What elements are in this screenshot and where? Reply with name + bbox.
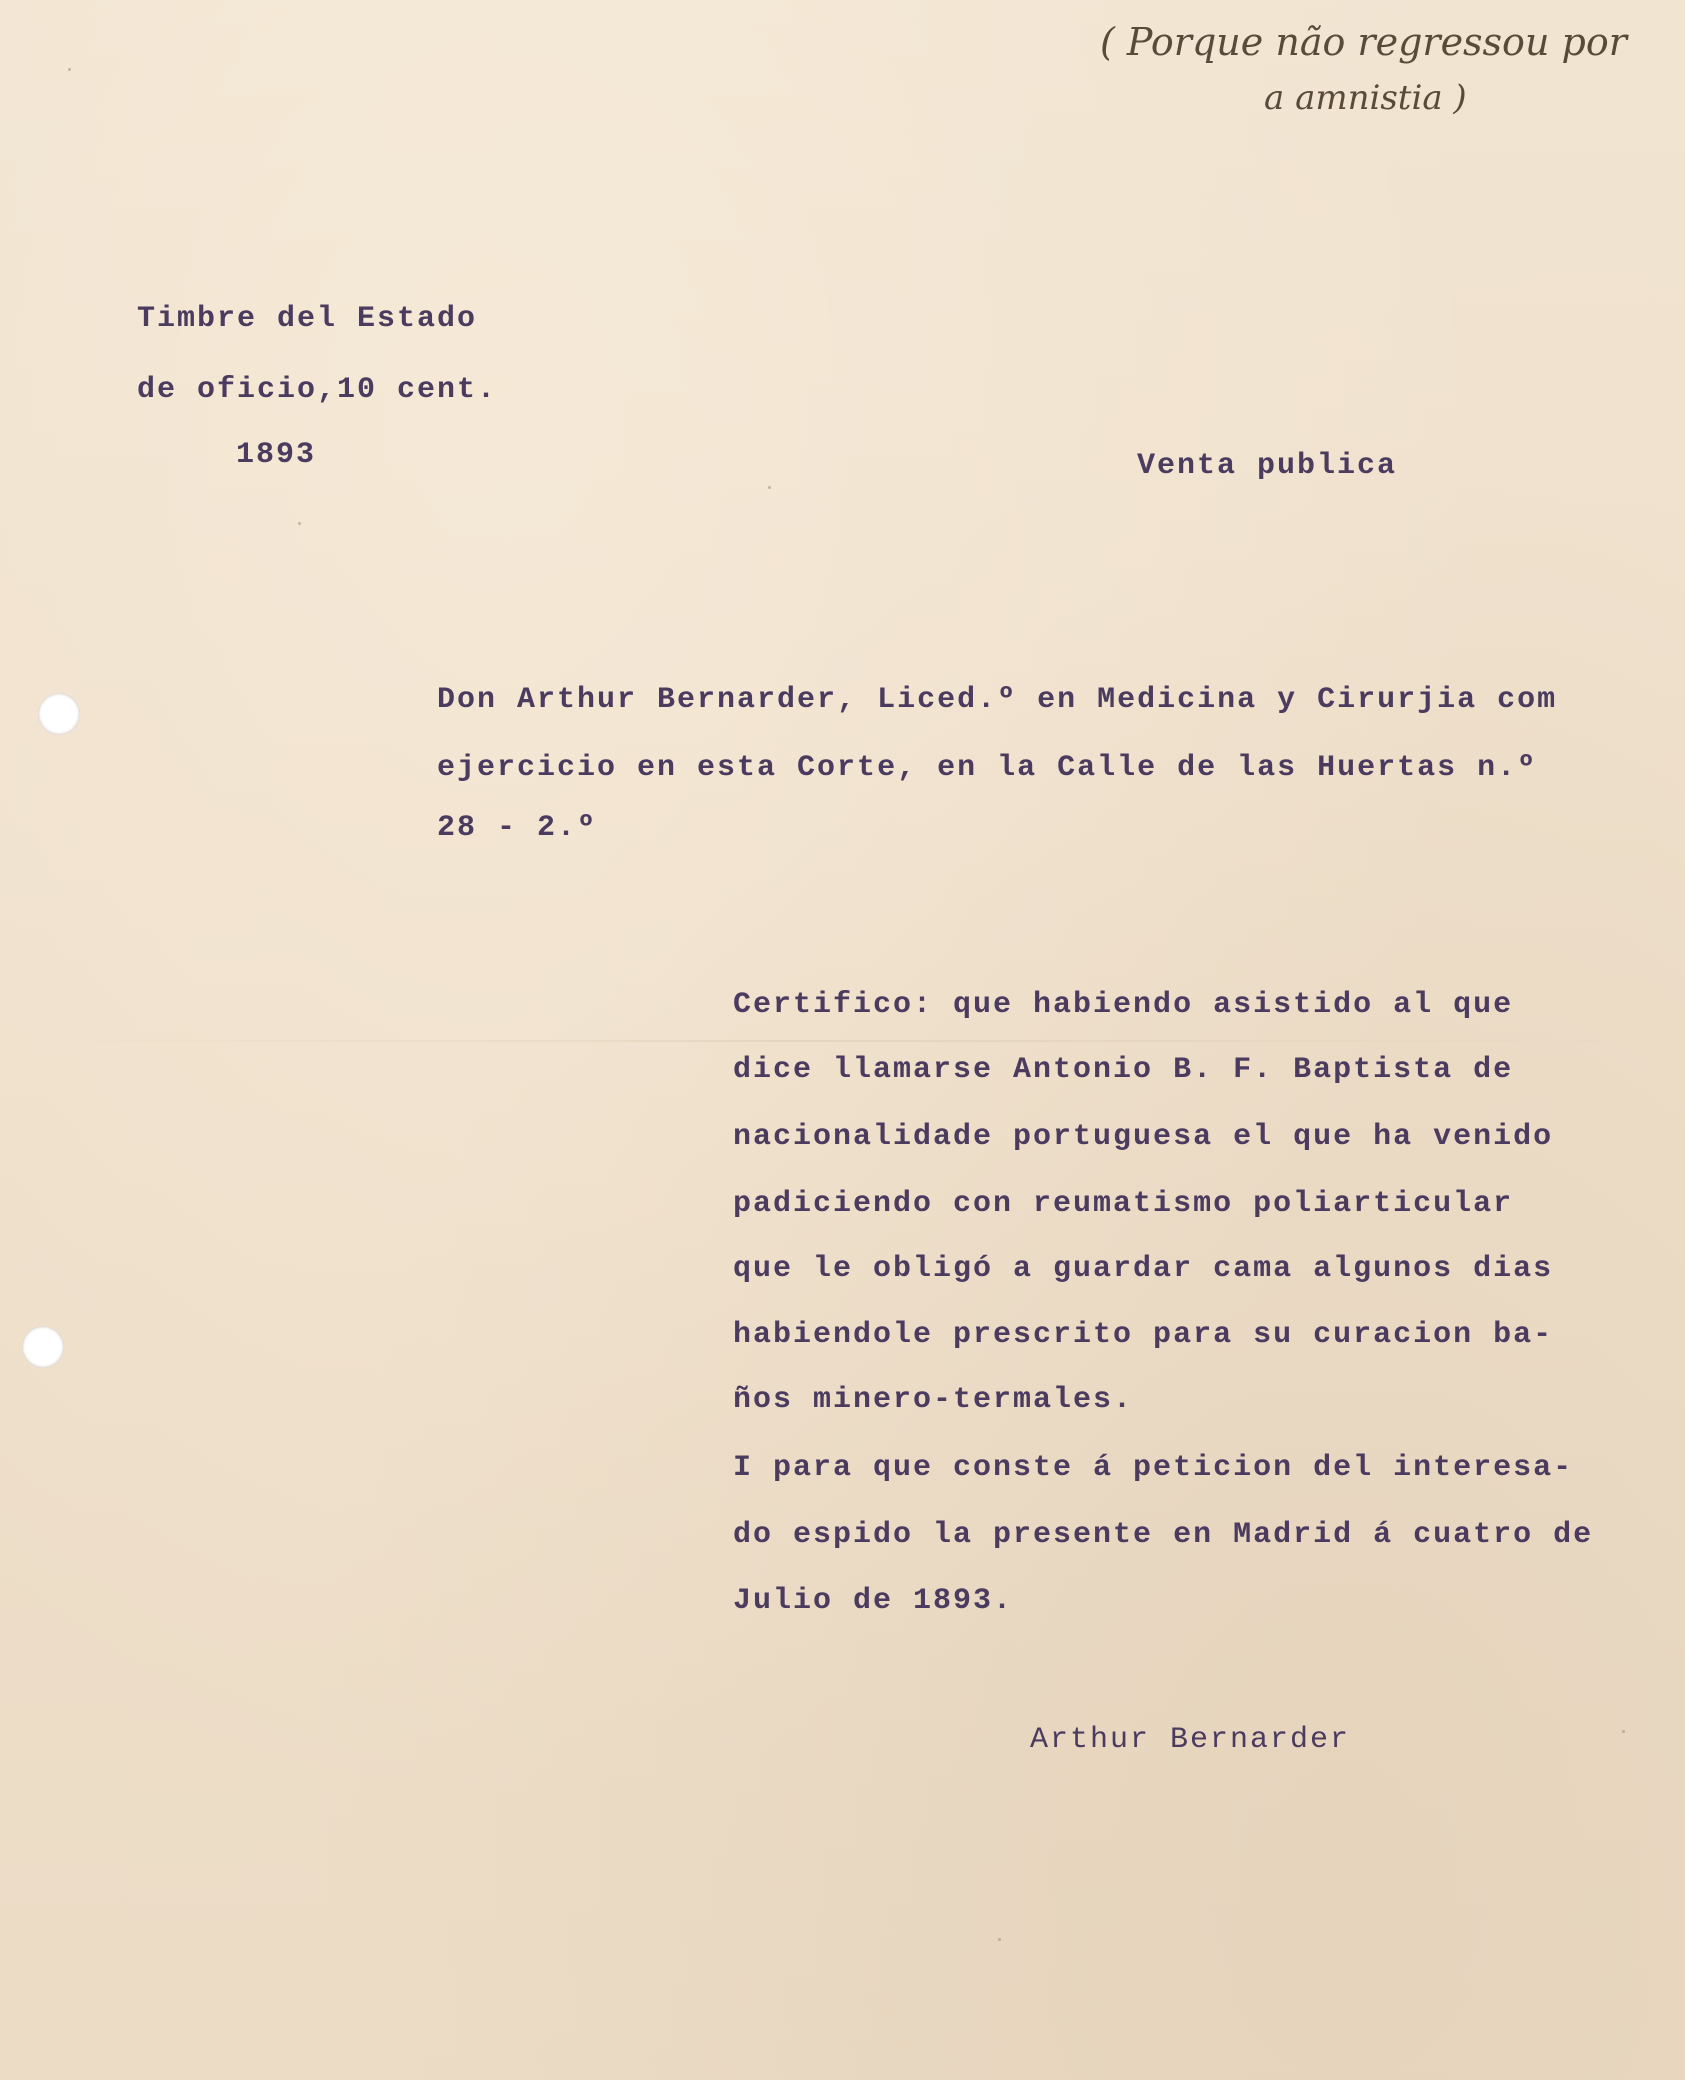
stamp-line-1: Timbre del Estado: [137, 302, 478, 336]
intro-line-1: Don Arthur Bernarder, Liced.º en Medicina y Cirurjia com: [437, 683, 1558, 717]
intro-line-2: ejercicio en esta Corte, en la Calle de las Huertas n.º: [437, 751, 1538, 785]
certificate-line-4: padiciendo con reumatismo poliarticular: [733, 1187, 1514, 1221]
handwritten-note-line-2: a amnistia ): [1264, 78, 1467, 118]
certificate-line-2: dice llamarse Antonio B. F. Baptista de: [733, 1053, 1514, 1087]
sale-label: Venta publica: [1137, 449, 1398, 483]
paper-speck: [1622, 1730, 1625, 1733]
paper-speck: [768, 486, 771, 489]
paper-speck: [298, 522, 301, 525]
signature: Arthur Bernarder: [1030, 1723, 1351, 1757]
paper-speck: [68, 68, 71, 71]
certificate-line-5: que le obligó a guardar cama algunos dias: [733, 1252, 1554, 1286]
certificate-line-1: Certifico: que habiendo asistido al que: [733, 988, 1514, 1022]
handwritten-note-line-1: ( Porque não regressou por: [1100, 20, 1627, 64]
certificate-line-7: ños minero-termales.: [733, 1383, 1134, 1417]
certificate-line-8: I para que conste á peticion del interesa-: [733, 1451, 1574, 1485]
certificate-line-9: do espido la presente en Madrid á cuatro de: [733, 1518, 1594, 1552]
stamp-year: 1893: [236, 438, 317, 472]
paper-fold: [0, 1040, 1685, 1042]
stamp-line-2: de oficio,10 cent.: [137, 373, 498, 407]
intro-line-3: 28 - 2.º: [437, 811, 598, 845]
certificate-line-3: nacionalidade portuguesa el que ha venido: [733, 1120, 1554, 1154]
certificate-line-10: Julio de 1893.: [733, 1584, 1014, 1618]
punch-hole-top: [38, 693, 80, 735]
paper-speck: [998, 1938, 1001, 1941]
punch-hole-bottom: [22, 1326, 64, 1368]
certificate-line-6: habiendole prescrito para su curacion ba-: [733, 1318, 1554, 1352]
